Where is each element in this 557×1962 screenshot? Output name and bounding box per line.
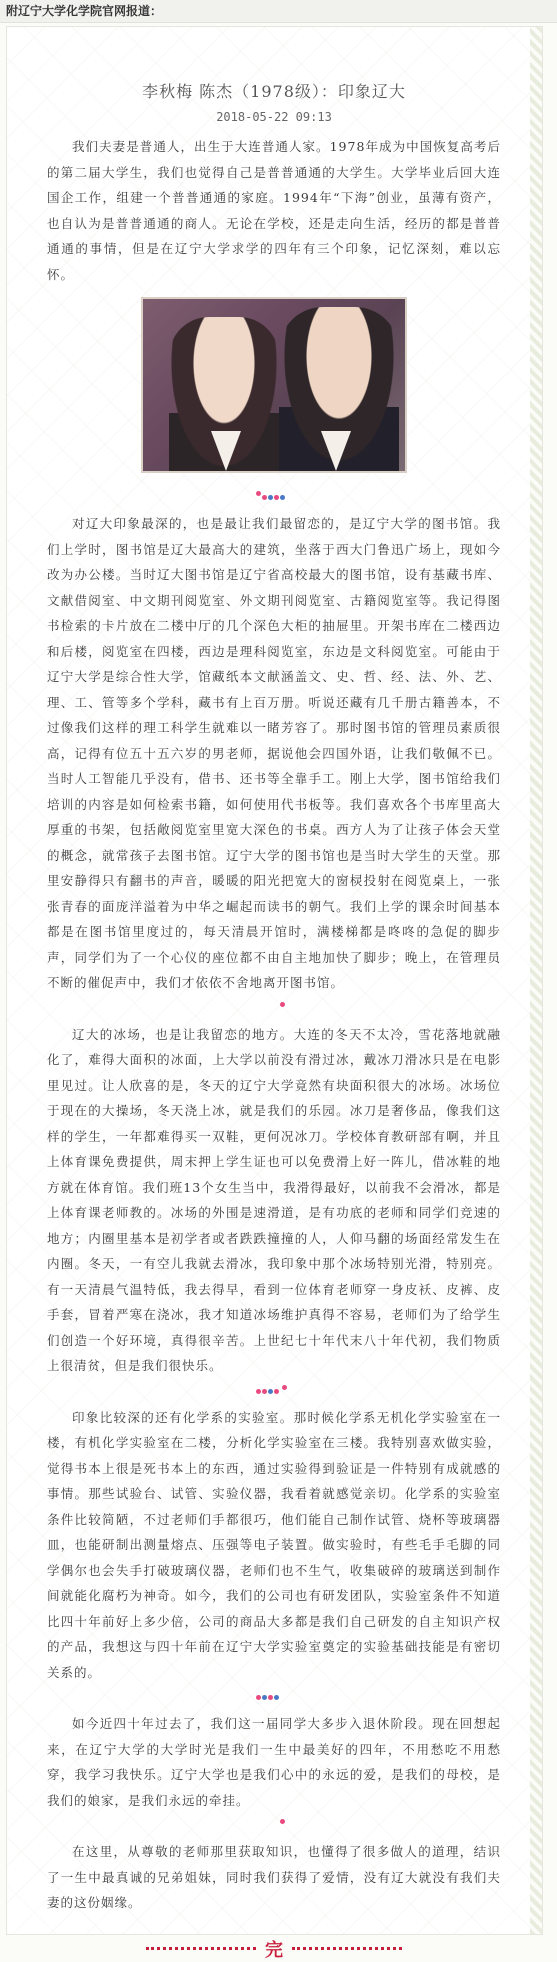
section-divider xyxy=(47,1813,501,1839)
end-line-right xyxy=(292,1947,402,1950)
article-content xyxy=(47,53,501,1962)
divider-dots-icon xyxy=(254,1691,294,1703)
photo-person-left xyxy=(169,317,279,471)
decorative-stripe xyxy=(530,27,542,1934)
paragraph-ice-rink: 辽大的冰场，也是让我留恋的地方。大连的冬天不太冷，雪花落地就融化了，难得大面积的冰面，上大学以前没有滑过冰，戴冰刀滑冰只是在电影里见过。让人欣喜的是，冬天的辽宁大学竟然有块面积很大的冰场。冰场位于现在的大操场，冬天浇上冰，就是我们的乐园。冰刀是奢侈品，像我们这样的学生，一年都难得买一双鞋，更何况冰刀。学校体育教研部有啊，并且上体育课免费提供，周末押上学生证也可以免费滑上好一阵儿，借冰鞋的地方就在体育馆。我们班13个女生当中，我滑得最好，以前我不会滑冰，都是上体育课老师教的。冰场的外围是速滑道，是有功底的老师和同学们竞速的地方；内圈里基本是初学者或者跌跌撞撞的人，人仰马翻的场面经常发生在内圈。冬天，一有空儿我就去滑冰，我印象中那个冰场特别光滑，特别亮。有一天清晨气温特低，我去得早，看到一位体育老师穿一身皮袄、皮裤、皮手套，冒着严寒在浇冰，我才知道冰场维护真得不容易，老师们为了给学生们创造一个好环境，真得很辛苦。上世纪七十年代末八十年代初，我们物质上很清贫，但是我们很快乐。 xyxy=(47,1026,501,1373)
end-mark xyxy=(47,1936,501,1962)
section-divider xyxy=(47,1379,501,1405)
section-divider xyxy=(47,996,501,1022)
paragraph-closing: 在这里，从尊敬的老师那里获取知识，也懂得了很多做人的道理，结识了一生中最真诚的兄弟姐妹，同时我们获得了爱情，没有辽大就没有我们夫妻的这份姻缘。 xyxy=(47,1844,501,1910)
couple-photo xyxy=(141,297,407,473)
divider-dots-icon xyxy=(254,1002,294,1014)
article-frame xyxy=(6,26,543,1961)
paragraph-reflection: 如今近四十年过去了，我们这一届同学大多步入退休阶段。现在回想起来，在辽宁大学的大学时光是我们一生中最美好的四年，不用愁吃不用愁穿，我学习我快乐。辽宁大学也是我们心中的永远的爱，是我们的母校，是我们的娘家，是我们永远的牵挂。 xyxy=(47,1716,501,1808)
banner-text: 附辽宁大学化学院官网报道： xyxy=(6,4,163,18)
divider-dots-icon xyxy=(254,1819,294,1831)
article-title: 李秋梅 陈杰（1978级）：印象辽大 xyxy=(142,82,406,101)
end-line-left xyxy=(146,1947,256,1950)
section-divider xyxy=(47,485,501,511)
paragraph-intro: 我们夫妻是普通人，出生于大连普通人家。1978年成为中国恢复高考后的第二届大学生，我们也觉得自己是普普通通的大学生。大学毕业后回大连国企工作，组建一个普普通通的家庭。1994年“下海”创业，虽薄有资产，也自认为是普普通通的商人。无论在学校，还是走向生活，经历的都是普普通通的事情，但是在辽宁大学求学的四年有三个印象，记忆深刻，难以忘怀。 xyxy=(47,139,501,282)
end-text: 完 xyxy=(265,1939,283,1961)
section-divider xyxy=(47,1685,501,1711)
photo-person-right xyxy=(279,307,399,471)
divider-dots-icon xyxy=(254,1385,294,1397)
top-banner xyxy=(0,0,557,23)
article-datetime: 2018-05-22 09:13 xyxy=(216,110,332,124)
paragraph-library: 对辽大印象最深的，也是最让我们最留恋的，是辽宁大学的图书馆。我们上学时，图书馆是辽大最高大的建筑，坐落于西大门鲁迅广场上，现如今改为办公楼。当时辽大图书馆是辽宁省高校最大的图书馆，设有基藏书库、文献借阅室、中文期刊阅览室、外文期刊阅览室、古籍阅览室等。我记得图书检索的卡片放在二楼中厅的几个深色大柜的抽屉里。开架书库在二楼西边和后楼，阅览室在四楼，西边是理科阅览室，东边是文科阅览室。可能由于辽宁大学是综合性大学，馆藏纸本文献涵盖文、史、哲、经、法、外、艺、理、工、管等多个学科，藏书有上百万册。听说还藏有几千册古籍善本，不过像我们这样的理工科学生就难以一睹芳容了。那时图书馆的管理员素质很高，记得有位五十五六岁的男老师，据说他会四国外语，让我们敬佩不已。当时人工智能几乎没有，借书、还书等全靠手工。刚上大学，图书馆给我们培训的内容是如何检索书籍，如何使用代书板等。我们喜欢各个书库里高大厚重的书架，包括敞阅览室里宽大深色的书桌。西方人为了让孩子体会天堂的概念，就常孩子去图书馆。辽宁大学的图书馆也是当时大学生的天堂。那里安静得只有翻书的声音，暖暖的阳光把宽大的窗棂投射在阅览桌上，一张张青春的面庞洋溢着为中华之崛起而读书的朝气。我们上学的课余时间基本都是在图书馆里度过的，每天清晨开馆时，满楼梯都是咚咚的急促的脚步声，同学们为了一个心仪的座位都不由自主地加快了脚步；晚上，在管理员不断的催促声中，我们才依依不舍地离开图书馆。 xyxy=(47,516,501,990)
paragraph-laboratory: 印象比较深的还有化学系的实验室。那时候化学系无机化学实验室在一楼，有机化学实验室在二楼，分析化学实验室在三楼。我特别喜欢做实验，觉得书本上很是死书本上的东西，通过实验得到验证是一件特别有成就感的事情。那些试验台、试管、实验仪器，我看着就感觉亲切。化学系的实验室条件比较简陋，不过老师们手都很巧，他们能自己制作试管、烧杯等玻璃器皿，也能研制出测量熔点、压强等电子装置。做实验时，有些毛手毛脚的同学偶尔也会失手打破玻璃仪器，老师们也不生气，收集破碎的玻璃送到制作间就能化腐朽为神奇。如今，我们的公司也有研发团队，实验室条件不知道比四十年前好上多少倍，公司的商品大多都是我们自己研发的自主知识产权的产品，我想这与四十年前在辽宁大学实验室奠定的实验基础技能是有密切关系的。 xyxy=(47,1409,501,1680)
divider-dots-icon xyxy=(254,491,294,503)
